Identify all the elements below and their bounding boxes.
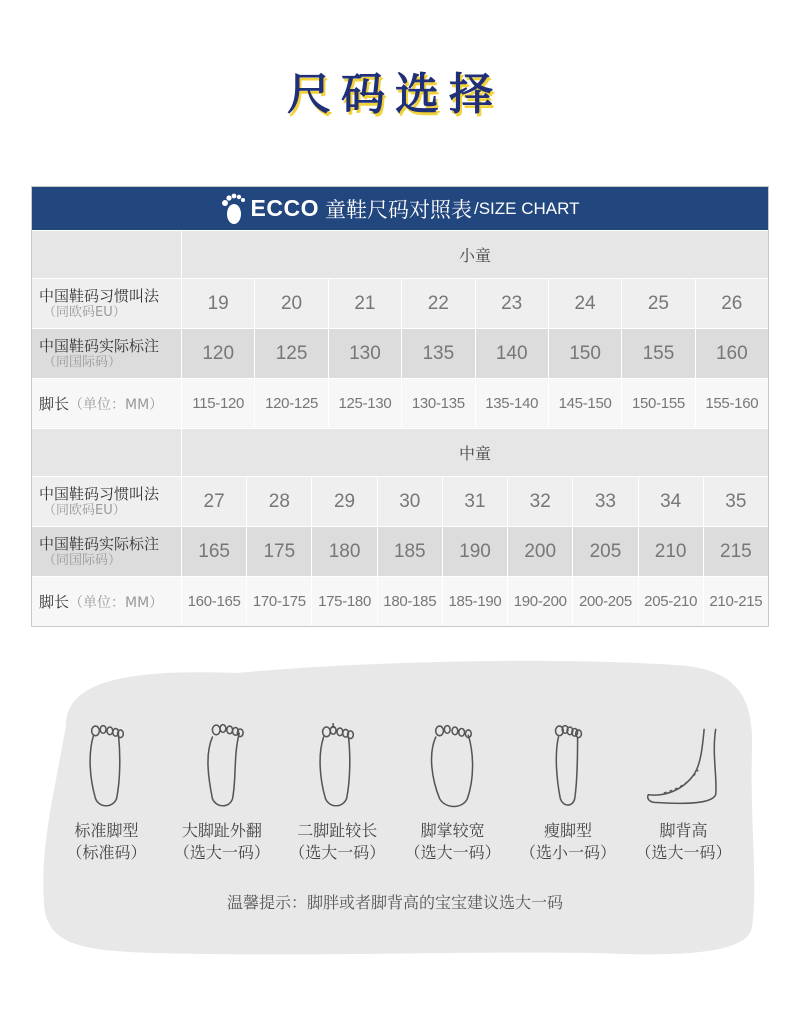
row-label-main: 中国鞋码习惯叫法 (39, 484, 160, 503)
size-cell: 200-205 (573, 577, 638, 626)
row-label-main: 中国鞋码实际标注 (39, 534, 160, 553)
size-cell: 27 (182, 477, 247, 526)
size-cell: 205 (573, 527, 638, 576)
foot-type-tip: （选大一码） (404, 843, 501, 862)
foot-type-item (512, 716, 625, 876)
size-cell: 175 (247, 527, 312, 576)
size-cell: 200 (508, 527, 573, 576)
size-cell: 34 (639, 477, 704, 526)
foot-type-name: 瘦脚型 (544, 821, 593, 840)
row-label-main: 脚长 (39, 395, 70, 413)
size-cell: 29 (312, 477, 377, 526)
row-cells (182, 279, 768, 328)
size-cell: 210 (639, 527, 704, 576)
foot-type-name: 脚背高 (659, 821, 708, 840)
section-label-blank (32, 429, 182, 476)
size-cell: 135-140 (476, 379, 549, 428)
row-label (32, 329, 182, 378)
row-label-text (39, 591, 181, 612)
size-cell: 120-125 (255, 379, 328, 428)
foot-type-tip: （标准码） (66, 843, 147, 862)
size-cell: 35 (725, 490, 747, 512)
brand-name: ECCO (250, 195, 319, 221)
size-cell: 205-210 (639, 577, 704, 626)
foot-type-item (281, 716, 394, 876)
section-title: 小童 (458, 246, 491, 265)
size-cell: 23 (476, 279, 549, 328)
size-cell: 185-190 (443, 577, 508, 626)
section-header-row (32, 230, 768, 278)
bunion-foot-icon (182, 716, 262, 812)
size-cell: 140 (476, 329, 549, 378)
row-label-text (39, 393, 181, 414)
row-label (32, 577, 182, 626)
foot-type-name: 二脚趾较长 (297, 821, 378, 840)
wide-foot-icon (413, 716, 493, 812)
chart-header (32, 187, 768, 230)
size-cell: 24 (549, 279, 622, 328)
size-cell: 155-160 (705, 395, 759, 412)
high-instep-icon (643, 716, 723, 812)
row-label-main: 脚长 (39, 593, 70, 611)
size-cell: 125-130 (329, 379, 402, 428)
chart-sections (32, 230, 768, 626)
foot-type-item (627, 716, 740, 876)
row-label (32, 279, 182, 328)
size-cell: 28 (247, 477, 312, 526)
size-cell: 19 (182, 279, 255, 328)
size-cell: 165 (182, 527, 247, 576)
size-cell: 32 (508, 477, 573, 526)
row-label-sub: （同国际码） (43, 354, 122, 370)
size-cell: 160-165 (182, 577, 247, 626)
row-label-sub: （同欧码EU） (43, 502, 126, 518)
size-cell: 170-175 (247, 577, 312, 626)
row-label (32, 379, 182, 428)
size-cell: 175-180 (312, 577, 377, 626)
long-second-toe-icon (297, 716, 377, 812)
size-cell: 155 (622, 329, 695, 378)
row-cells (182, 477, 768, 526)
size-cell: 33 (573, 477, 638, 526)
row-cells (182, 577, 768, 626)
size-cell: 125 (255, 329, 328, 378)
size-cell: 21 (329, 279, 402, 328)
foot-type-name: 标准脚型 (74, 821, 139, 840)
size-cell: 20 (255, 279, 328, 328)
size-cell: 190-200 (508, 577, 573, 626)
foot-type-guide (50, 716, 740, 876)
section-title: 中童 (458, 444, 491, 463)
foot-type-item (165, 716, 278, 876)
foot-type-tip: （选小一码） (520, 843, 617, 862)
eu-size-row (32, 476, 768, 526)
size-cell: 190 (443, 527, 508, 576)
foot-type-tip: （选大一码） (173, 843, 270, 862)
slim-foot-icon (528, 716, 608, 812)
size-cell: 31 (443, 477, 508, 526)
eu-size-row (32, 278, 768, 328)
section-label-blank (32, 231, 182, 278)
size-cell: 180-185 (378, 577, 443, 626)
row-label-unit: （单位：MM） (69, 595, 164, 611)
foot-type-name: 脚掌较宽 (420, 821, 485, 840)
foot-type-name: 大脚趾外翻 (181, 821, 262, 840)
size-cell: 30 (378, 477, 443, 526)
foot-length-row (32, 576, 768, 626)
size-cell: 210-215 (709, 593, 763, 610)
size-cell: 160 (715, 342, 748, 364)
size-cell: 22 (402, 279, 475, 328)
chart-title-en: /SIZE CHART (473, 198, 580, 218)
chart-title-cn: 童鞋尺码对照表 (324, 197, 472, 222)
row-label (32, 477, 182, 526)
size-chart (31, 186, 769, 627)
size-cell: 25 (622, 279, 695, 328)
row-label-sub: （同欧码EU） (43, 304, 126, 320)
page-title: 尺码选择 (287, 69, 503, 120)
size-cell: 150-155 (622, 379, 695, 428)
size-cell: 150 (549, 329, 622, 378)
size-cell: 120 (182, 329, 255, 378)
section-header-row (32, 428, 768, 476)
footprint-logo-icon (221, 193, 245, 225)
size-cell: 115-120 (182, 379, 255, 428)
row-cells (182, 379, 768, 428)
size-cell: 215 (720, 540, 752, 562)
size-cell: 130-135 (402, 379, 475, 428)
row-label-main: 中国鞋码实际标注 (39, 336, 160, 355)
row-label-main: 中国鞋码习惯叫法 (39, 286, 160, 305)
row-label-sub: （同国际码） (43, 552, 122, 568)
size-cell: 130 (329, 329, 402, 378)
intl-size-row (32, 328, 768, 378)
warm-tip: 温馨提示：脚胖或者脚背高的宝宝建议选大一码 (226, 893, 563, 912)
size-cell: 26 (721, 292, 743, 314)
size-cell: 145-150 (549, 379, 622, 428)
intl-size-row (32, 526, 768, 576)
standard-foot-icon (67, 716, 147, 812)
row-cells (182, 329, 768, 378)
foot-type-tip: （选大一码） (635, 843, 732, 862)
size-cell: 185 (378, 527, 443, 576)
row-label (32, 527, 182, 576)
foot-type-item (50, 716, 163, 876)
foot-type-tip: （选大一码） (289, 843, 386, 862)
row-cells (182, 527, 768, 576)
row-label-unit: （单位：MM） (69, 397, 164, 413)
foot-type-item (396, 716, 509, 876)
size-cell: 180 (312, 527, 377, 576)
foot-length-row (32, 378, 768, 428)
size-cell: 135 (402, 329, 475, 378)
